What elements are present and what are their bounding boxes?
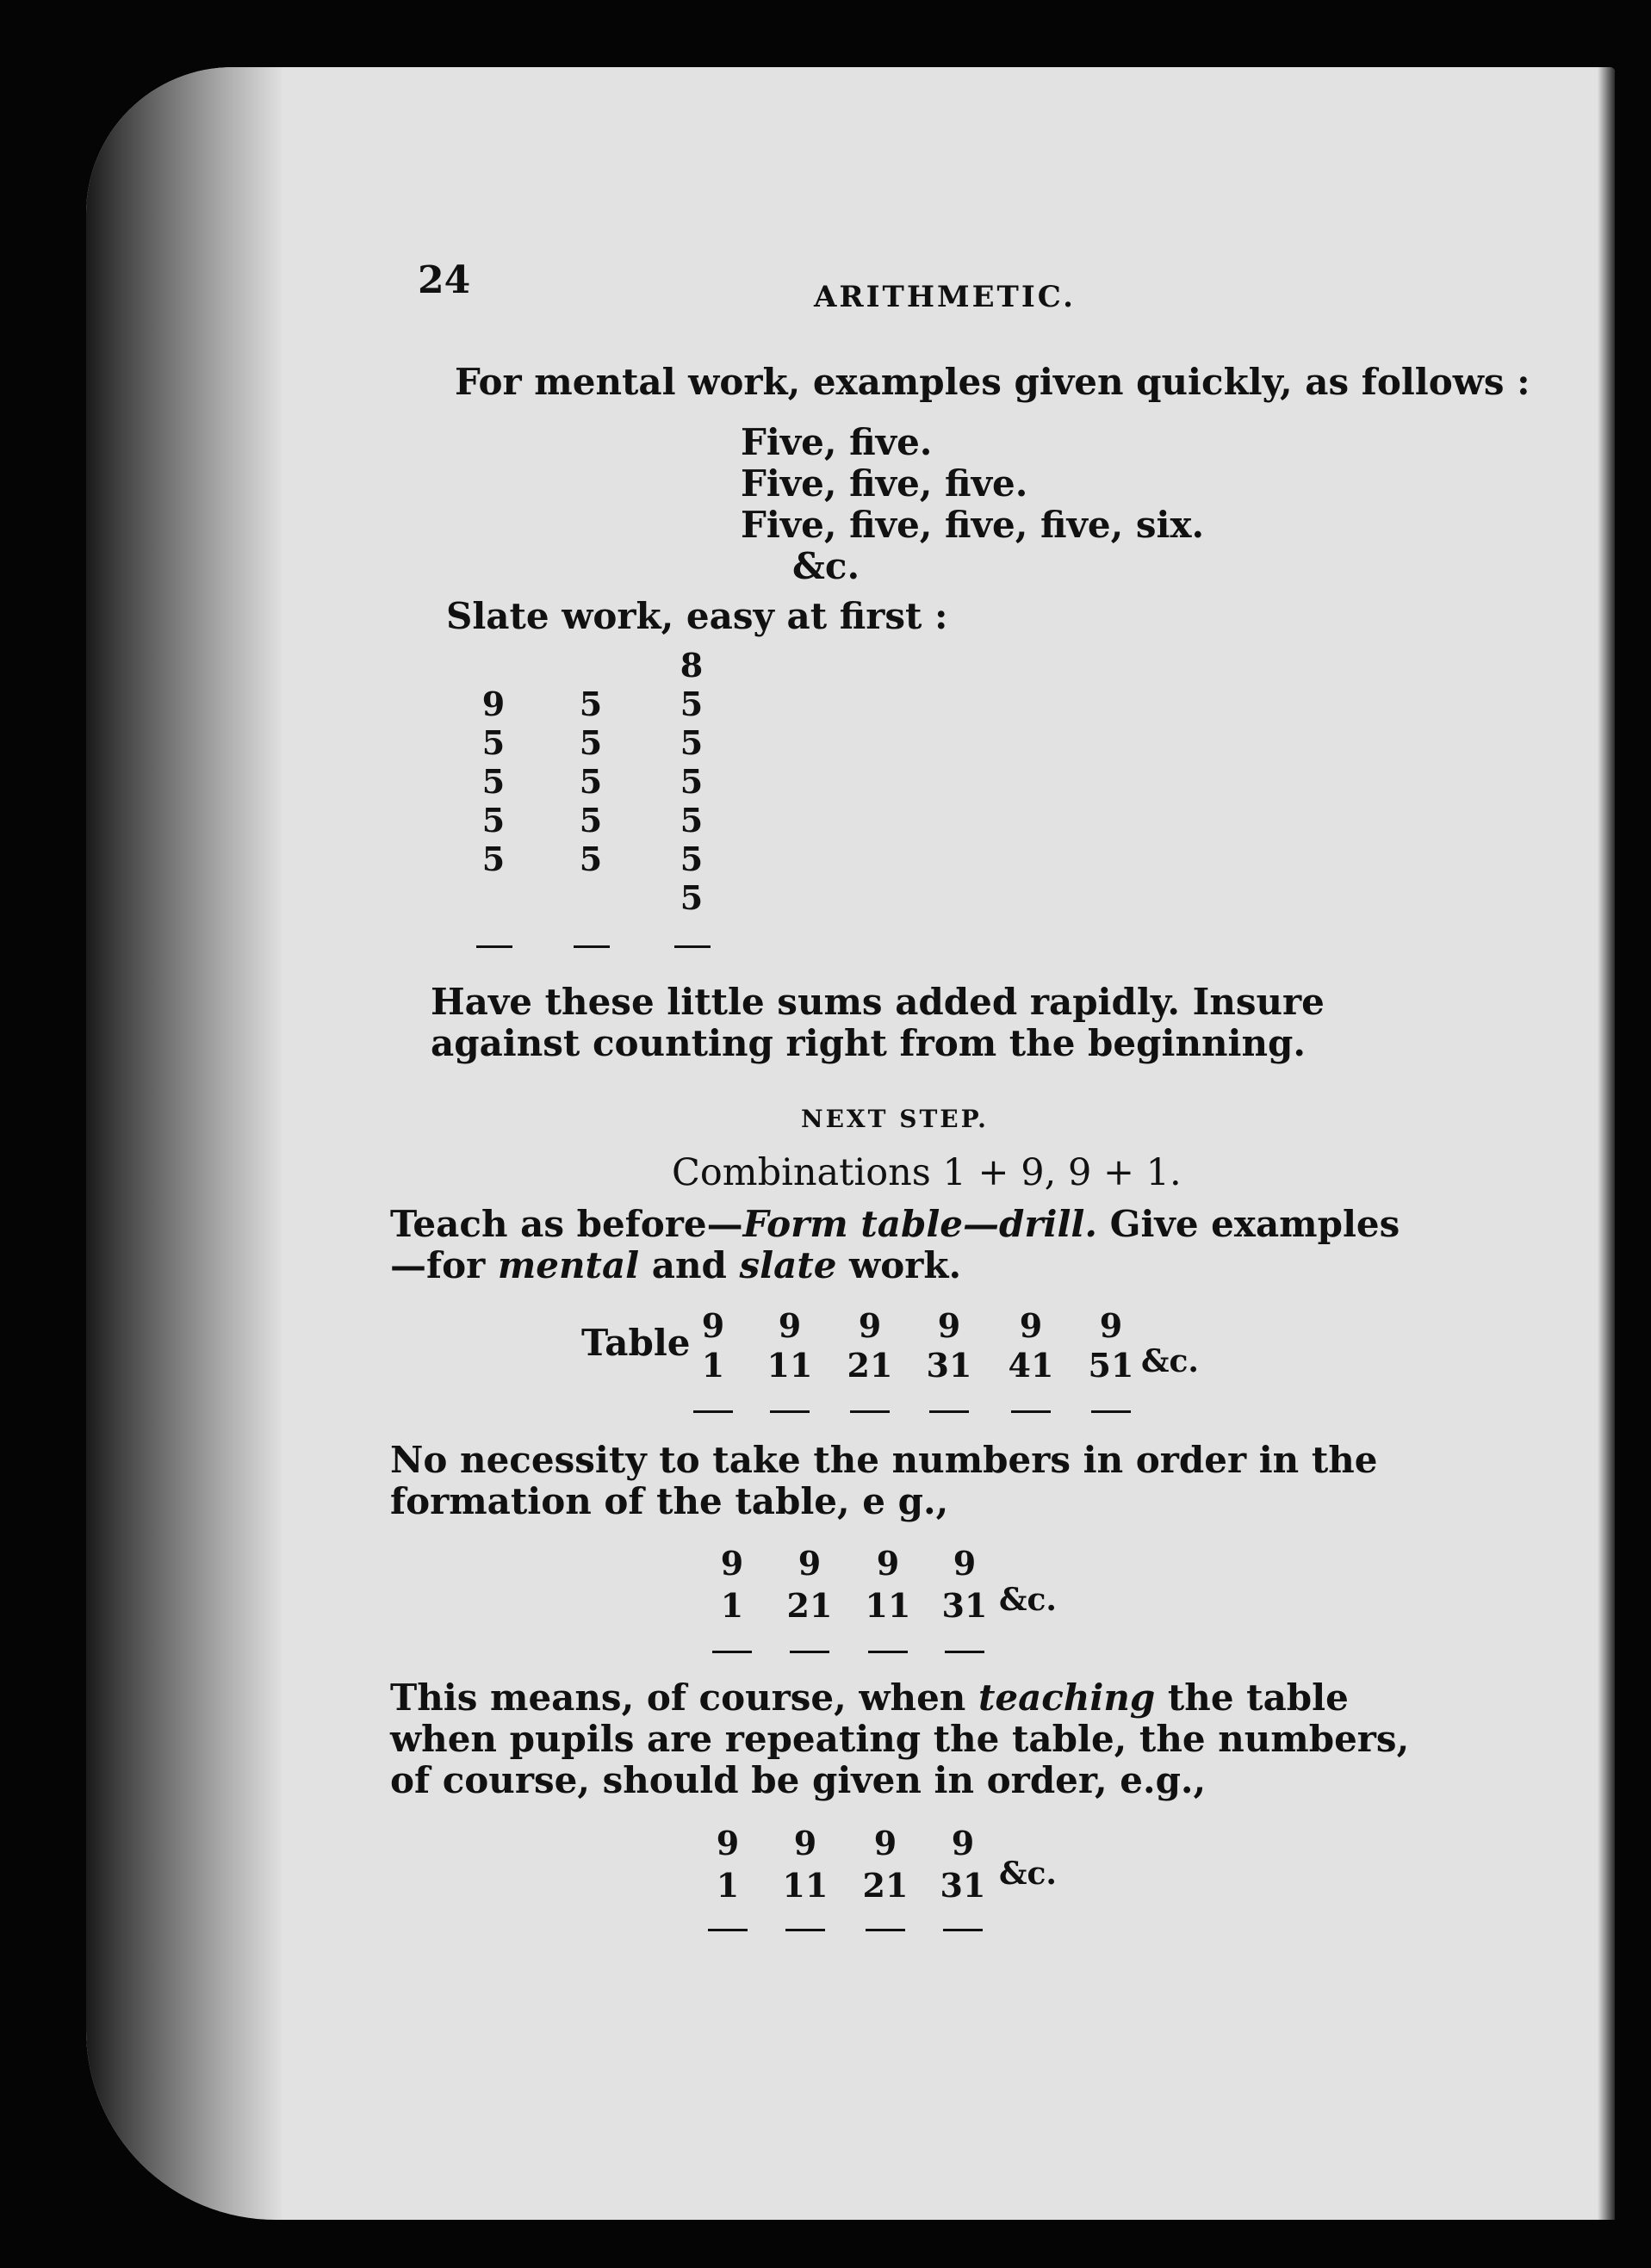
table-top-digit: 9	[951, 1824, 975, 1862]
table-top-digit: 9	[1019, 1306, 1043, 1345]
paragraph-this-means	[390, 1677, 1432, 1801]
sum-digit: 5	[680, 801, 704, 840]
table-bottom-number: 1	[701, 1346, 725, 1385]
table-bottom-number: 51	[1088, 1346, 1134, 1385]
table-rule	[850, 1410, 890, 1413]
sum-digit: 5	[481, 840, 506, 878]
table-top-digit: 9	[720, 1544, 744, 1583]
table-etc: &c.	[999, 1582, 1057, 1618]
table-rule	[943, 1929, 983, 1931]
table-bottom-number: 31	[940, 1866, 986, 1905]
table-bottom-number: 31	[926, 1346, 972, 1385]
slate-sum-column	[674, 646, 709, 917]
page-number: 24	[418, 258, 471, 302]
table-rule	[785, 1929, 825, 1931]
table-label: Table	[581, 1322, 691, 1364]
table-rule	[945, 1651, 984, 1653]
slate-sums	[476, 646, 735, 956]
slate-sum-column	[476, 685, 511, 878]
table-bottom-number: 1	[716, 1866, 740, 1905]
table-bottom-number: 11	[782, 1866, 829, 1905]
text-run: Give examples—for	[390, 1203, 1400, 1286]
table-etc: &c.	[999, 1856, 1057, 1892]
sum-digit: 5	[680, 762, 704, 801]
table-rule	[693, 1410, 733, 1413]
table-top-digit: 9	[793, 1824, 817, 1862]
italic-run: slate	[739, 1244, 837, 1286]
table-rule	[868, 1651, 908, 1653]
sum-digit: 5	[680, 685, 704, 723]
sum-digit: 5	[579, 685, 603, 723]
table-bottom-number: 21	[862, 1866, 909, 1905]
sum-digit: 5	[481, 801, 506, 840]
italic-run: Form table—drill.	[742, 1203, 1097, 1245]
sum-rule	[674, 945, 711, 948]
paragraph-teach-as-before	[390, 1204, 1432, 1286]
text-run: Teach as before—	[390, 1203, 743, 1245]
sum-digit: 5	[579, 723, 603, 762]
mental-example: Five, five, five, five, six.	[741, 504, 1205, 546]
table-rule	[929, 1410, 969, 1413]
mental-example: Five, five, five.	[741, 462, 1028, 505]
mental-example: Five, five.	[741, 421, 933, 463]
table-top-digit: 9	[953, 1544, 977, 1583]
table-top-digit: 9	[937, 1306, 961, 1345]
paragraph-added-rapidly: Have these little sums added rapidly. Insure against counting right from the beginning.	[431, 981, 1325, 1064]
table-bottom-number: 21	[847, 1346, 893, 1385]
table-rule	[790, 1651, 829, 1653]
sum-digit: 5	[579, 762, 603, 801]
combinations-heading: Combinations 1 + 9, 9 + 1.	[672, 1151, 1182, 1194]
sum-digit: 5	[481, 723, 506, 762]
page-edge-shadow	[1598, 67, 1615, 2220]
sum-rule	[574, 945, 610, 948]
sum-digit: 5	[579, 840, 603, 878]
text-run: This means, of course, when	[390, 1676, 978, 1719]
table-bottom-number: 31	[941, 1586, 988, 1625]
table-etc: &c.	[1141, 1343, 1199, 1379]
table-top-digit: 9	[876, 1544, 900, 1583]
table-rule	[1091, 1410, 1131, 1413]
table-rule	[1011, 1410, 1051, 1413]
table-top-digit: 9	[701, 1306, 725, 1345]
italic-run: mental	[497, 1244, 640, 1286]
mental-examples	[741, 422, 1204, 587]
sum-rule	[476, 945, 512, 948]
sum-digit: 9	[481, 685, 506, 723]
table-rule	[866, 1929, 905, 1931]
table-rule	[770, 1410, 810, 1413]
italic-run: teaching	[978, 1676, 1156, 1719]
slate-sum-column	[574, 685, 608, 878]
table-rule	[712, 1651, 752, 1653]
sum-digit: 5	[680, 878, 704, 917]
table-top-digit: 9	[858, 1306, 882, 1345]
sum-digit: 5	[680, 723, 704, 762]
table-top-digit: 9	[716, 1824, 740, 1862]
table-bottom-number: 41	[1008, 1346, 1054, 1385]
table-bottom-number: 11	[865, 1586, 911, 1625]
sum-digit: 5	[680, 840, 704, 878]
sum-digit: 5	[481, 762, 506, 801]
slate-intro: Slate work, easy at first :	[446, 595, 948, 637]
intro-line: For mental work, examples given quickly, as follows :	[455, 361, 1530, 403]
paragraph-no-necessity: No necessity to take the numbers in order in the formation of the table, e g.,	[390, 1439, 1378, 1522]
table-bottom-number: 21	[786, 1586, 833, 1625]
table-bottom-number: 1	[720, 1586, 744, 1625]
table-bottom-number: 11	[767, 1346, 813, 1385]
text-run: work.	[836, 1244, 962, 1286]
table-top-digit: 9	[873, 1824, 897, 1862]
table-rule	[708, 1929, 748, 1931]
text-run: and	[639, 1244, 740, 1286]
table-top-digit: 9	[778, 1306, 802, 1345]
running-head: ARITHMETIC.	[814, 280, 1077, 314]
sum-digit: 8	[680, 646, 704, 685]
mental-example-etc: &c.	[792, 545, 860, 587]
spine-shadow	[86, 67, 284, 2220]
sum-digit: 5	[579, 801, 603, 840]
table-top-digit: 9	[798, 1544, 822, 1583]
table-top-digit: 9	[1099, 1306, 1123, 1345]
section-heading-next-step: NEXT STEP.	[801, 1105, 989, 1133]
text-run: the table when pupils are repeating the table, the numbers, of course, should be given in order, e.g.,	[390, 1676, 1410, 1801]
